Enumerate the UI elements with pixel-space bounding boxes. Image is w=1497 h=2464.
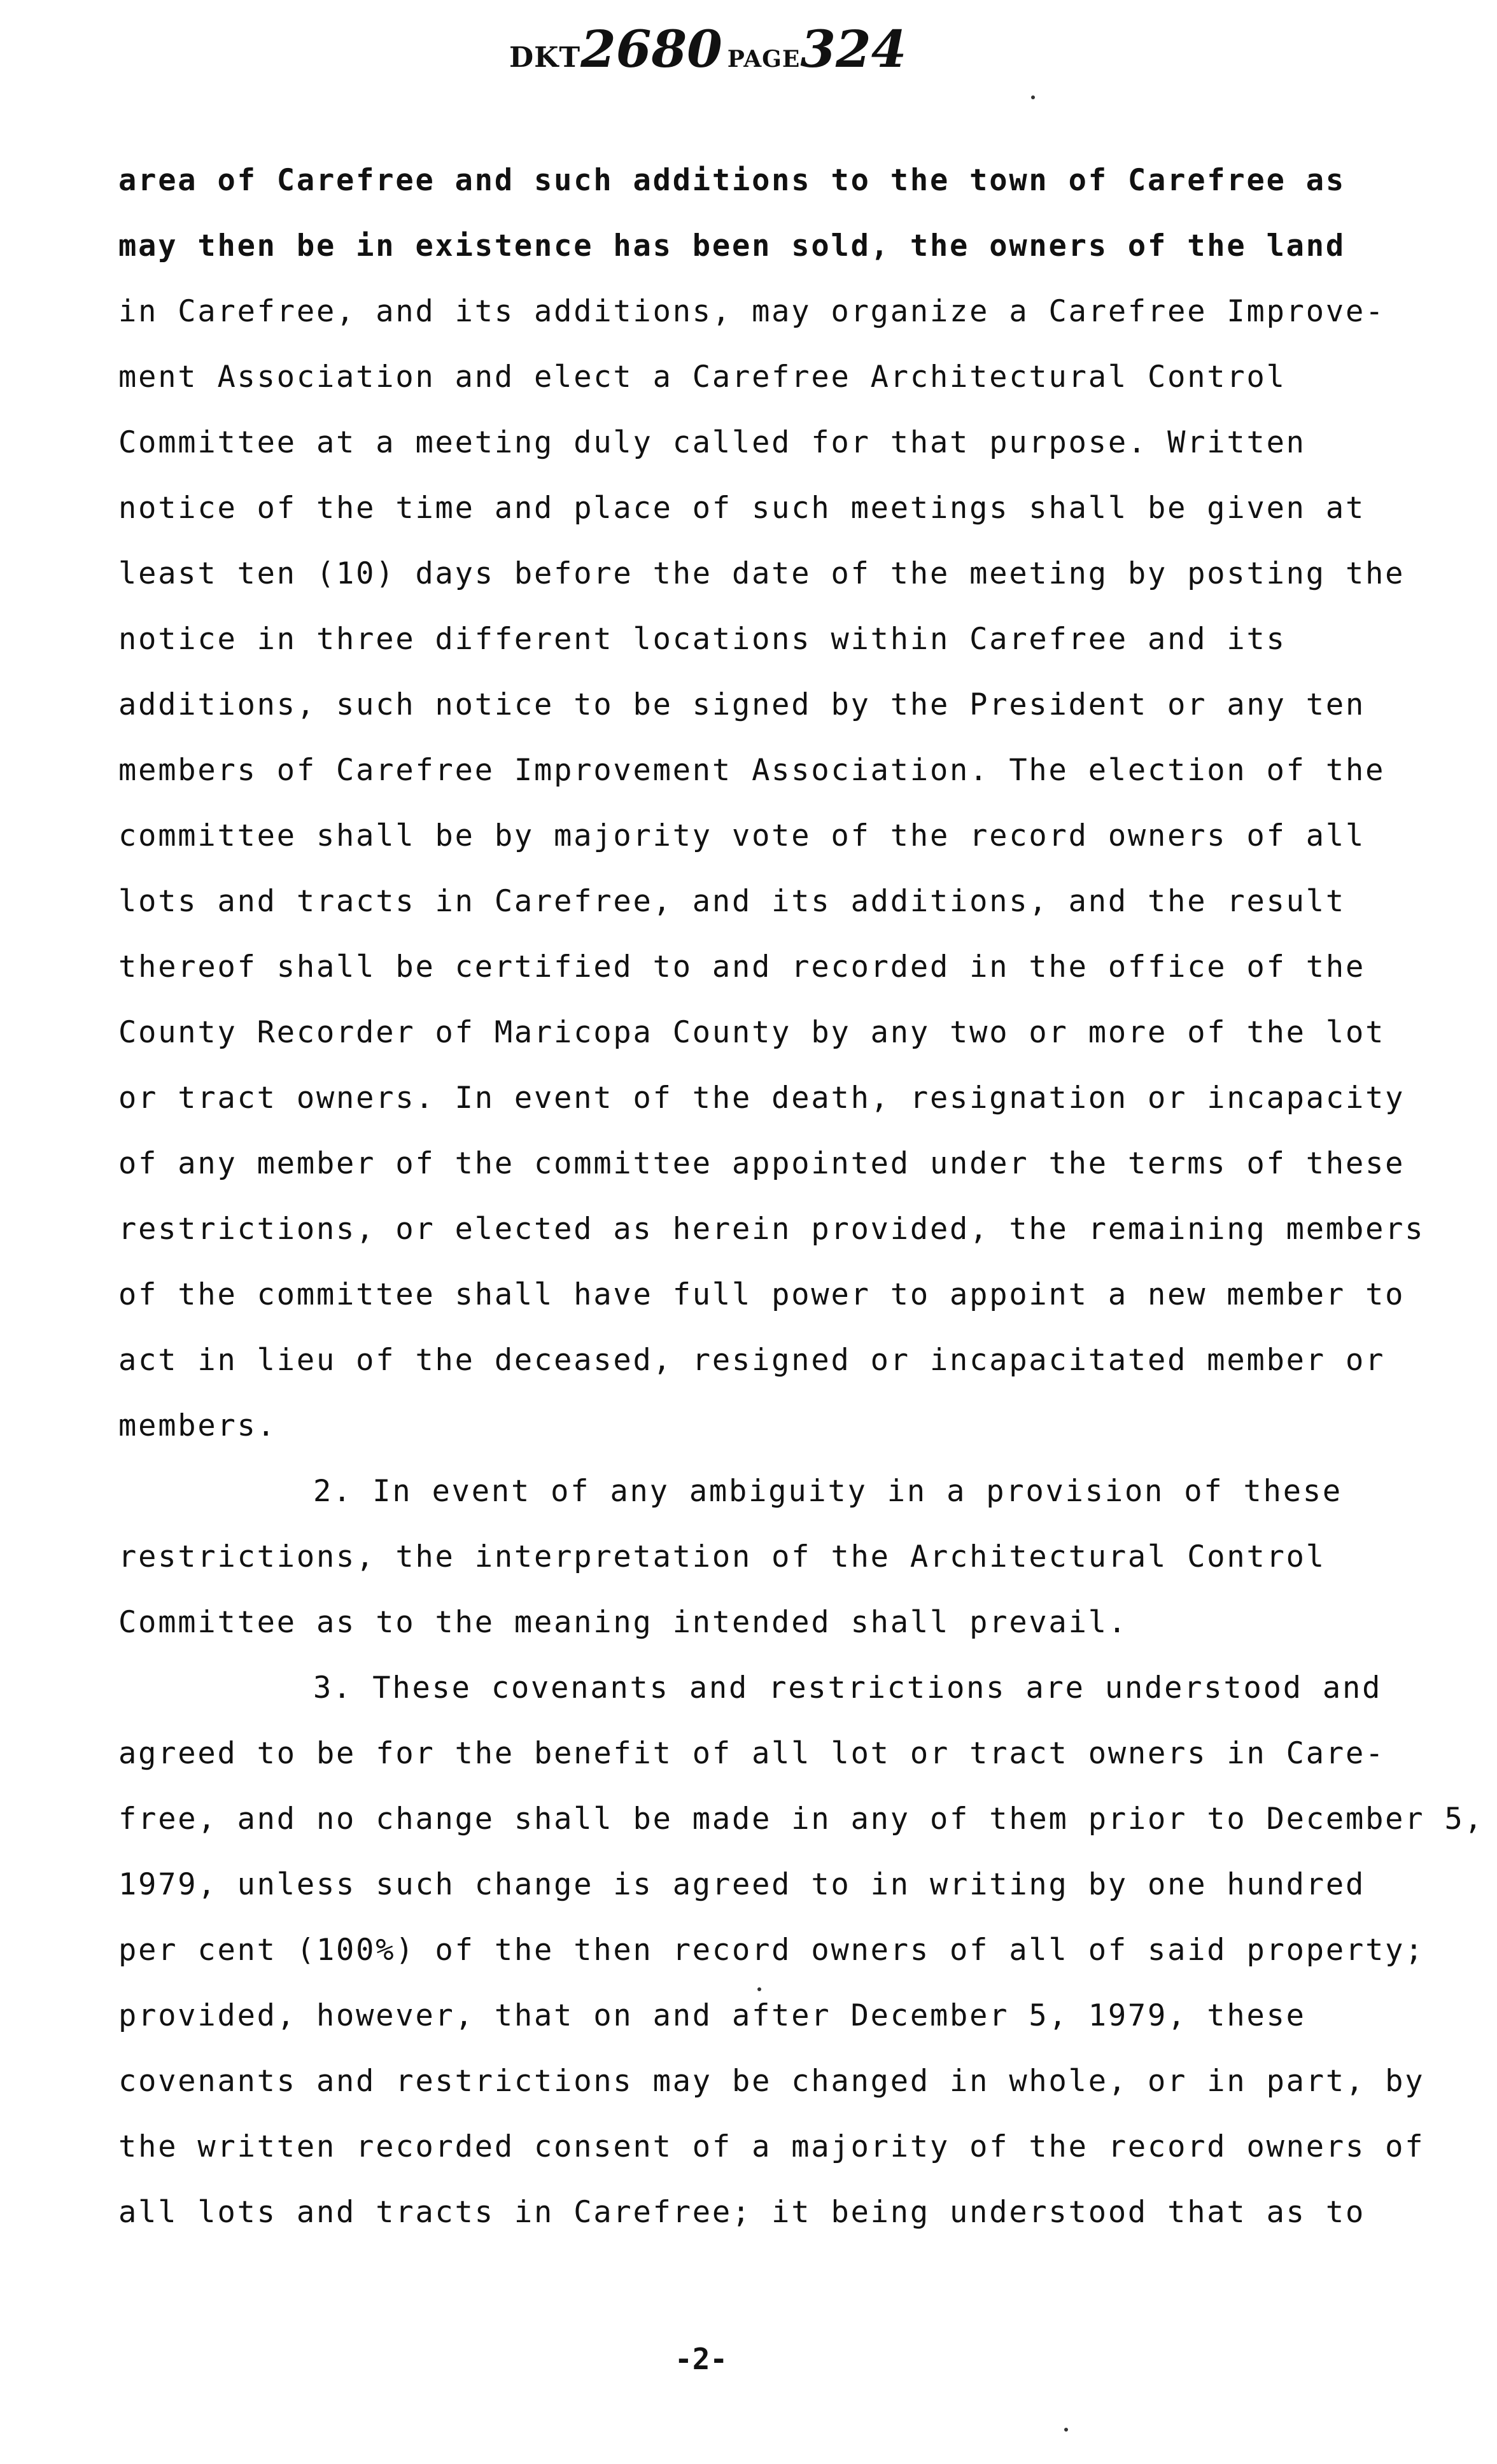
text-line: notice in three different locations within Carefree and its — [118, 622, 1286, 657]
text-line: per cent (100%) of the then record owners of all of said property; — [118, 1933, 1425, 1968]
text-line: members of Carefree Improvement Association. The election of the — [118, 753, 1386, 788]
text-line: thereof shall be certified to and recorded in the office of the — [118, 949, 1366, 984]
text-line: Committee as to the meaning intended shall prevail. — [118, 1605, 1128, 1640]
text-line: all lots and tracts in Carefree; it being understood that as to — [118, 2195, 1366, 2230]
docket-header — [509, 19, 906, 79]
text-line: committee shall be by majority vote of the record owners of all — [118, 818, 1366, 853]
scan-speck — [757, 1987, 761, 1991]
text-line: of any member of the committee appointed under the terms of these — [118, 1146, 1405, 1181]
text-line: members. — [118, 1408, 277, 1443]
text-line: act in lieu of the deceased, resigned or incapacitated member or — [118, 1343, 1386, 1378]
header-page-number: 324 — [800, 19, 907, 79]
text-line: County Recorder of Maricopa County by any two or more of the lot — [118, 1015, 1386, 1050]
docket-label: DKT — [509, 41, 581, 74]
scan-speck — [1031, 95, 1035, 99]
text-line: notice of the time and place of such meetings shall be given at — [118, 491, 1366, 526]
text-line: the written recorded consent of a majority of the record owners of — [118, 2129, 1425, 2164]
text-line: additions, such notice to be signed by the President or any ten — [118, 687, 1366, 722]
scan-speck — [1064, 2428, 1068, 2432]
text-line: agreed to be for the benefit of all lot or tract owners in Care- — [118, 1736, 1386, 1771]
text-line: free, and no change shall be made in any of them prior to December 5, — [118, 1802, 1484, 1837]
text-line: Committee at a meeting duly called for that purpose. Written — [118, 425, 1306, 460]
footer-page-number: -2- — [675, 2342, 728, 2376]
text-line: restrictions, the interpretation of the Architectural Control — [118, 1539, 1326, 1574]
text-line: covenants and restrictions may be changed in whole, or in part, by — [118, 2064, 1425, 2099]
text-line: of the committee shall have full power to appoint a new member to — [118, 1277, 1405, 1312]
text-line: restrictions, or elected as herein provided, the remaining members — [118, 1212, 1425, 1247]
text-line: ment Association and elect a Carefree Architectural Control — [118, 360, 1286, 395]
text-line: may then be in existence has been sold, the owners of the land — [118, 228, 1346, 263]
text-line: provided, however, that on and after December 5, 1979, these — [118, 1998, 1306, 2033]
docket-number: 2680 — [580, 19, 722, 79]
paragraph-2-start: 2. In event of any ambiguity in a provision of these — [313, 1474, 1343, 1509]
document-body — [118, 148, 1484, 2245]
paragraph-3-start: 3. These covenants and restrictions are understood and — [313, 1670, 1382, 1705]
text-line: lots and tracts in Carefree, and its additions, and the result — [118, 884, 1346, 919]
text-line: least ten (10) days before the date of the meeting by posting the — [118, 556, 1405, 591]
text-line: in Carefree, and its additions, may organize a Carefree Improve- — [118, 294, 1386, 329]
text-line: or tract owners. In event of the death, resignation or incapacity — [118, 1081, 1405, 1116]
page-label: PAGE — [727, 46, 801, 73]
text-line: 1979, unless such change is agreed to in writing by one hundred — [118, 1867, 1366, 1902]
text-line: area of Carefree and such additions to the town of Carefree as — [118, 163, 1346, 198]
